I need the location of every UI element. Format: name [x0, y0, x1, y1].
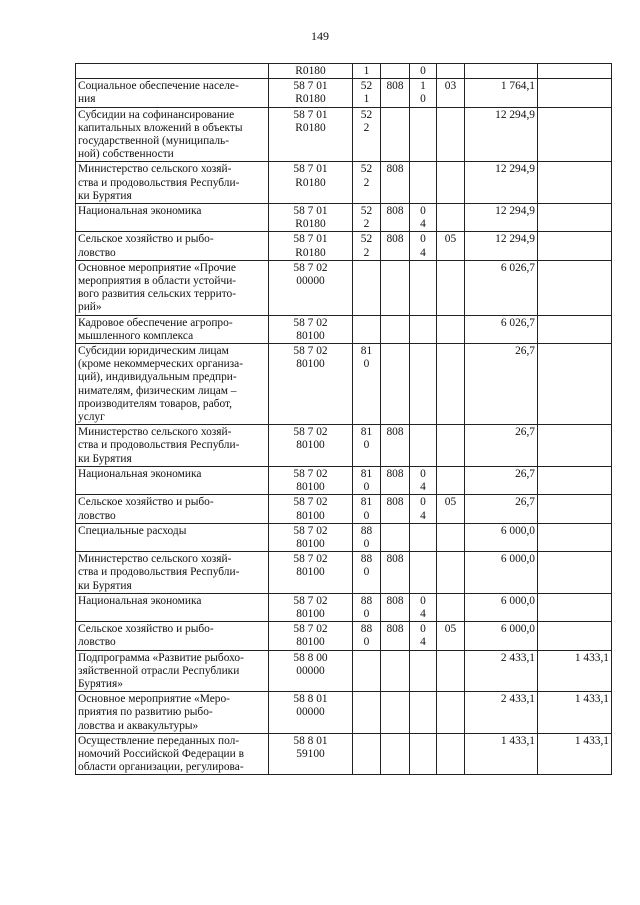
section-cell: 1 0	[410, 79, 437, 107]
row-name-cell: Национальная экономика	[76, 204, 269, 232]
target-article-cell: 58 7 02 80100	[269, 593, 353, 621]
ministry-code-cell	[381, 260, 410, 315]
amount-year1-cell: 6 000,0	[465, 622, 538, 650]
ministry-code-cell	[381, 523, 410, 551]
table-row	[76, 552, 612, 594]
ministry-code-cell: 808	[381, 593, 410, 621]
subsection-cell: 05	[437, 622, 465, 650]
expense-type-cell: 81 0	[353, 425, 381, 467]
section-cell	[410, 344, 437, 425]
amount-year1-cell: 6 000,0	[465, 552, 538, 594]
expense-type-cell: 81 0	[353, 344, 381, 425]
subsection-cell	[437, 162, 465, 204]
row-name-cell: Субсидии на софинансирование капитальных вложений в объекты государственной (муниципаль- ной) собственности	[76, 107, 269, 162]
amount-year1-cell: 12 294,9	[465, 232, 538, 260]
section-cell	[410, 733, 437, 775]
amount-year2-cell	[538, 344, 612, 425]
expense-type-cell: 52 1	[353, 79, 381, 107]
amount-year2-cell	[538, 315, 612, 343]
amount-year1-cell: 6 000,0	[465, 593, 538, 621]
amount-year1-cell: 1 433,1	[465, 733, 538, 775]
table-row	[76, 593, 612, 621]
table-row	[76, 425, 612, 467]
amount-year2-cell	[538, 593, 612, 621]
amount-year2-cell	[538, 466, 612, 494]
amount-year2-cell	[538, 162, 612, 204]
amount-year1-cell: 6 026,7	[465, 260, 538, 315]
amount-year1-cell: 26,7	[465, 466, 538, 494]
section-cell	[410, 315, 437, 343]
subsection-cell	[437, 523, 465, 551]
target-article-cell: 58 7 01 R0180	[269, 232, 353, 260]
subsection-cell: 03	[437, 79, 465, 107]
target-article-cell: 58 7 02 00000	[269, 260, 353, 315]
target-article-cell: 58 7 02 80100	[269, 495, 353, 523]
expense-type-cell: 52 2	[353, 162, 381, 204]
section-cell	[410, 162, 437, 204]
row-name-cell: Министерство сельского хозяй- ства и продовольствия Республи- ки Бурятия	[76, 162, 269, 204]
row-name-cell: Основное мероприятие «Прочие мероприятия в области устойчи- вого развития сельских террито- рий»	[76, 260, 269, 315]
expense-type-cell	[353, 692, 381, 734]
amount-year1-cell: 1 764,1	[465, 79, 538, 107]
target-article-cell: 58 7 02 80100	[269, 523, 353, 551]
amount-year2-cell	[538, 64, 612, 79]
amount-year2-cell	[538, 552, 612, 594]
amount-year1-cell: 2 433,1	[465, 692, 538, 734]
amount-year2-cell	[538, 622, 612, 650]
expense-type-cell	[353, 733, 381, 775]
amount-year2-cell: 1 433,1	[538, 650, 612, 692]
amount-year1-cell: 26,7	[465, 425, 538, 467]
target-article-cell: 58 7 02 80100	[269, 315, 353, 343]
subsection-cell	[437, 552, 465, 594]
ministry-code-cell	[381, 650, 410, 692]
amount-year2-cell	[538, 79, 612, 107]
expense-type-cell	[353, 260, 381, 315]
table-row	[76, 622, 612, 650]
amount-year2-cell	[538, 232, 612, 260]
expense-type-cell: 88 0	[353, 593, 381, 621]
amount-year1-cell: 12 294,9	[465, 204, 538, 232]
table-row	[76, 523, 612, 551]
amount-year2-cell	[538, 260, 612, 315]
amount-year1-cell: 12 294,9	[465, 162, 538, 204]
ministry-code-cell: 808	[381, 162, 410, 204]
target-article-cell: 58 7 01 R0180	[269, 204, 353, 232]
table-row	[76, 692, 612, 734]
row-name-cell	[76, 64, 269, 79]
table-row	[76, 260, 612, 315]
target-article-cell: 58 8 01 59100	[269, 733, 353, 775]
ministry-code-cell: 808	[381, 204, 410, 232]
amount-year2-cell	[538, 204, 612, 232]
expense-type-cell: 52 2	[353, 204, 381, 232]
subsection-cell: 05	[437, 495, 465, 523]
row-name-cell: Министерство сельского хозяй- ства и продовольствия Республи- ки Бурятия	[76, 552, 269, 594]
row-name-cell: Основное мероприятие «Меро- приятия по развитию рыбо- ловства и аквакультуры»	[76, 692, 269, 734]
row-name-cell: Социальное обеспечение населе- ния	[76, 79, 269, 107]
target-article-cell: 58 7 02 80100	[269, 466, 353, 494]
amount-year2-cell	[538, 107, 612, 162]
subsection-cell: 05	[437, 232, 465, 260]
row-name-cell: Национальная экономика	[76, 466, 269, 494]
subsection-cell	[437, 344, 465, 425]
expense-type-cell: 81 0	[353, 466, 381, 494]
table-row	[76, 315, 612, 343]
ministry-code-cell	[381, 733, 410, 775]
expense-type-cell: 1	[353, 64, 381, 79]
row-name-cell: Осуществление переданных пол- номочий Российской Федерации в области организации, регулирова-	[76, 733, 269, 775]
amount-year2-cell	[538, 425, 612, 467]
subsection-cell	[437, 466, 465, 494]
subsection-cell	[437, 315, 465, 343]
amount-year1-cell: 26,7	[465, 495, 538, 523]
section-cell	[410, 425, 437, 467]
section-cell	[410, 650, 437, 692]
subsection-cell	[437, 204, 465, 232]
ministry-code-cell	[381, 344, 410, 425]
table-body	[76, 64, 612, 775]
row-name-cell: Подпрограмма «Развитие рыбохо- зяйственной отрасли Республики Бурятия»	[76, 650, 269, 692]
section-cell	[410, 107, 437, 162]
table-row	[76, 79, 612, 107]
target-article-cell: 58 7 02 80100	[269, 552, 353, 594]
expense-type-cell: 52 2	[353, 107, 381, 162]
expense-type-cell: 88 0	[353, 552, 381, 594]
expense-type-cell: 88 0	[353, 622, 381, 650]
amount-year2-cell: 1 433,1	[538, 692, 612, 734]
row-name-cell: Субсидии юридическим лицам (кроме некоммерческих организа- ций), индивидуальным предпри- нимателям, физическим лицам – производителям товаров, работ, услуг	[76, 344, 269, 425]
row-name-cell: Сельское хозяйство и рыбо- ловство	[76, 495, 269, 523]
section-cell	[410, 260, 437, 315]
target-article-cell: 58 8 00 00000	[269, 650, 353, 692]
row-name-cell: Сельское хозяйство и рыбо- ловство	[76, 622, 269, 650]
target-article-cell: 58 7 02 80100	[269, 344, 353, 425]
table-row	[76, 204, 612, 232]
ministry-code-cell	[381, 692, 410, 734]
amount-year1-cell: 2 433,1	[465, 650, 538, 692]
budget-table	[75, 63, 612, 775]
amount-year1-cell: 12 294,9	[465, 107, 538, 162]
table-row	[76, 64, 612, 79]
amount-year1-cell: 6 026,7	[465, 315, 538, 343]
ministry-code-cell: 808	[381, 466, 410, 494]
subsection-cell	[437, 260, 465, 315]
amount-year1-cell: 26,7	[465, 344, 538, 425]
row-name-cell: Национальная экономика	[76, 593, 269, 621]
section-cell	[410, 523, 437, 551]
expense-type-cell: 81 0	[353, 495, 381, 523]
subsection-cell	[437, 425, 465, 467]
amount-year2-cell: 1 433,1	[538, 733, 612, 775]
section-cell	[410, 552, 437, 594]
table-row	[76, 107, 612, 162]
section-cell: 0 4	[410, 495, 437, 523]
target-article-cell: 58 7 02 80100	[269, 622, 353, 650]
amount-year2-cell	[538, 523, 612, 551]
target-article-cell: 58 7 02 80100	[269, 425, 353, 467]
subsection-cell	[437, 692, 465, 734]
row-name-cell: Министерство сельского хозяй- ства и продовольствия Республи- ки Бурятия	[76, 425, 269, 467]
amount-year1-cell	[465, 64, 538, 79]
subsection-cell	[437, 107, 465, 162]
amount-year2-cell	[538, 495, 612, 523]
target-article-cell: 58 7 01 R0180	[269, 107, 353, 162]
section-cell: 0 4	[410, 593, 437, 621]
amount-year1-cell: 6 000,0	[465, 523, 538, 551]
table-row	[76, 495, 612, 523]
section-cell: 0	[410, 64, 437, 79]
subsection-cell	[437, 650, 465, 692]
target-article-cell: 58 7 01 R0180	[269, 162, 353, 204]
table-row	[76, 162, 612, 204]
section-cell	[410, 692, 437, 734]
table-row	[76, 733, 612, 775]
ministry-code-cell: 808	[381, 495, 410, 523]
ministry-code-cell	[381, 64, 410, 79]
target-article-cell: 58 7 01 R0180	[269, 79, 353, 107]
expense-type-cell	[353, 315, 381, 343]
row-name-cell: Специальные расходы	[76, 523, 269, 551]
ministry-code-cell: 808	[381, 622, 410, 650]
ministry-code-cell: 808	[381, 425, 410, 467]
ministry-code-cell	[381, 107, 410, 162]
expense-type-cell	[353, 650, 381, 692]
table-row	[76, 232, 612, 260]
section-cell: 0 4	[410, 232, 437, 260]
section-cell: 0 4	[410, 204, 437, 232]
subsection-cell	[437, 733, 465, 775]
ministry-code-cell: 808	[381, 79, 410, 107]
subsection-cell	[437, 64, 465, 79]
target-article-cell: R0180	[269, 64, 353, 79]
table-row	[76, 466, 612, 494]
row-name-cell: Кадровое обеспечение агропро- мышленного комплекса	[76, 315, 269, 343]
ministry-code-cell: 808	[381, 232, 410, 260]
page-number: 149	[311, 29, 329, 43]
table-row	[76, 344, 612, 425]
expense-type-cell: 52 2	[353, 232, 381, 260]
ministry-code-cell: 808	[381, 552, 410, 594]
table-row	[76, 650, 612, 692]
expense-type-cell: 88 0	[353, 523, 381, 551]
subsection-cell	[437, 593, 465, 621]
ministry-code-cell	[381, 315, 410, 343]
row-name-cell: Сельское хозяйство и рыбо- ловство	[76, 232, 269, 260]
section-cell: 0 4	[410, 466, 437, 494]
target-article-cell: 58 8 01 00000	[269, 692, 353, 734]
section-cell: 0 4	[410, 622, 437, 650]
